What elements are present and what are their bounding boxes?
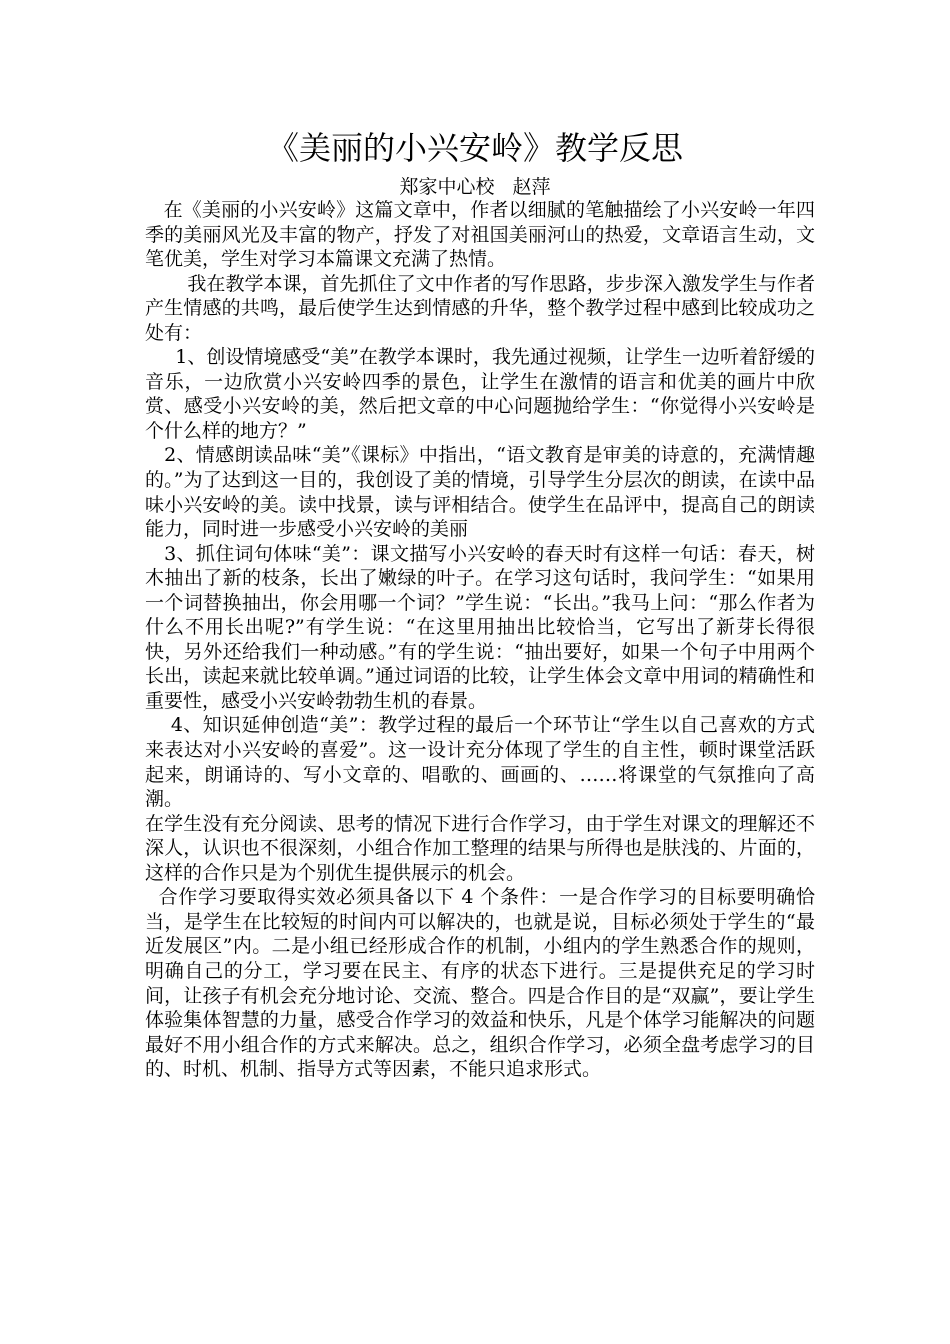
document-title: 《美丽的小兴安岭》教学反思: [266, 129, 683, 167]
paragraph-point-3: 3、抓住词句体味“美”：课文描写小兴安岭的春天时有这样一句话：春天，树木抽出了新的枝条，长出了嫩绿的叶子。在学习这句话时，我问学生：“如果用一个词替换抽出，你会用哪一个词？”学生说：“长出。”我马上问：“那么作者为什么不用长出呢?”有学生说：“在这里用抽出比较恰当，它写出了新芽长得很快，另外还给我们一种动感。”有的学生说：“抽出要好，如果一个句子中用两个长出，读起来就比较单调。”通过词语的比较，让学生体会文章中用词的精确性和重要性，感受小兴安岭勃勃生机的春景。: [145, 542, 815, 712]
document-body: [145, 198, 815, 1082]
paragraph-intro: 在《美丽的小兴安岭》这篇文章中，作者以细腻的笔触描绘了小兴安岭一年四季的美丽风光及丰富的物产，抒发了对祖国美丽河山的热爱，文章语言生动，文笔优美，学生对学习本篇课文充满了热情。: [145, 199, 815, 271]
paragraph-point-1: 1、创设情境感受“美”在教学本课时，我先通过视频，让学生一边听着舒缓的音乐，一边欣赏小兴安岭四季的景色，让学生在激情的语言和优美的画片中欣赏、感受小兴安岭的美，然后把文章的中心问题抛给学生：“你觉得小兴安岭是个什么样的地方？”: [145, 346, 815, 442]
paragraph-overview: 我在教学本课，首先抓住了文中作者的写作思路，步步深入激发学生与作者产生情感的共鸣，最后使学生达到情感的升华，整个教学过程中感到比较成功之处有：: [145, 272, 815, 344]
author-line: 郑家中心校 赵萍: [399, 176, 551, 198]
paragraph-point-4: 4、知识延伸创造“美”：教学过程的最后一个环节让“学生以自己喜欢的方式来表达对小兴安岭的喜爱”。这一设计充分体现了学生的自主性，顿时课堂活跃起来，朗诵诗的、写小文章的、唱歌的、画画的、……将课堂的气氛推向了高潮。: [145, 714, 815, 811]
paragraph-point-2: 2、情感朗读品味“美”《课标》中指出，“语文教育是审美的诗意的，充满情趣的。”为了达到这一目的，我创设了美的情境，引导学生分层次的朗读，在读中品味小兴安岭的美。读中找景，读与评相结合。使学生在品评中，提高自己的朗读能力，同时进一步感受小兴安岭的美丽: [145, 444, 815, 541]
paragraph-problem: 在学生没有充分阅读、思考的情况下进行合作学习，由于学生对课文的理解还不深人，认识也不很深刻，小组合作加工整理的结果与所得也是肤浅的、片面的，这样的合作只是为个别优生提供展示的机会。: [145, 812, 815, 884]
paragraph-conditions: 合作学习要取得实效必须具备以下 4 个条件：一是合作学习的目标要明确恰当，是学生在比较短的时间内可以解决的，也就是说，目标必须处于学生的“最近发展区”内。二是小组已经形成合作的机制，小组内的学生熟悉合作的规则，明确自己的分工，学习要在民主、有序的状态下进行。三是提供充足的学习时间，让孩子有机会充分地讨论、交流、整合。四是合作目的是“双赢”，要让学生体验集体智慧的力量，感受合作学习的效益和快乐，凡是个体学习能解决的问题最好不用小组合作的方式来解决。总之，组织合作学习，必须全盘考虑学习的目的、时机、机制、指导方式等因素，不能只追求形式。: [145, 886, 815, 1081]
